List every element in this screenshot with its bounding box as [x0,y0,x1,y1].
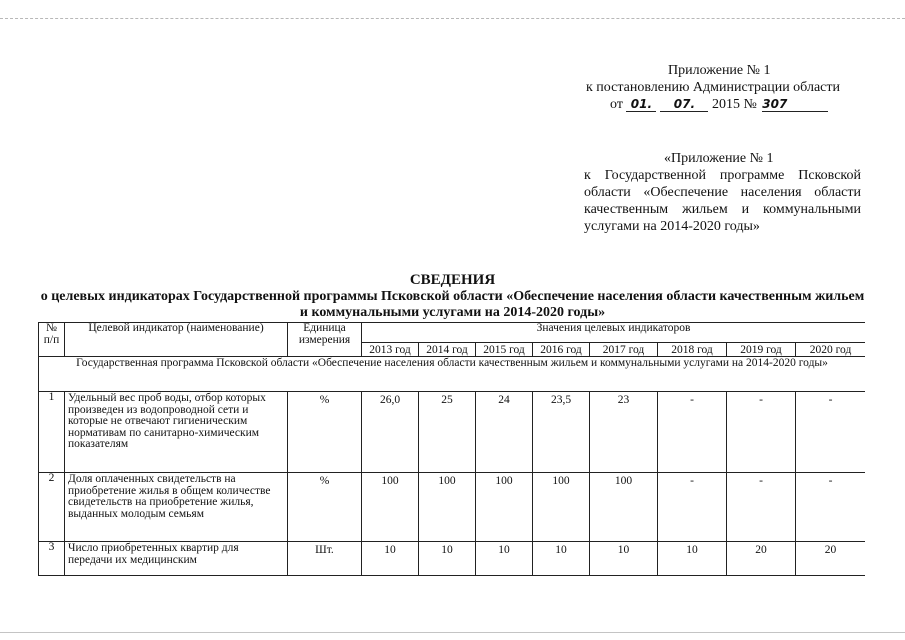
row-value: - [796,392,866,473]
row-value: 10 [590,542,658,576]
table-row [39,473,866,542]
row-value: 100 [419,473,476,542]
indicators-table [38,322,865,576]
date-day-field: 01. [626,97,656,112]
header-year: 2019 год [727,343,796,357]
header-year: 2015 год [476,343,533,357]
row-value: 26,0 [362,392,419,473]
row-indicator: Число приобретенных квартир для передачи их медицинским [65,542,288,576]
program-reference [584,150,861,235]
appendix-header [586,62,858,113]
header-num: № п/п [39,323,65,357]
date-month-field: 07. [660,97,708,112]
header-year: 2014 год [419,343,476,357]
document-subtitle: о целевых индикаторах Государственной программы Псковской области «Обеспечение населения области качественным жильем и коммунальными услугами на 2014-2020 годы» [40,289,865,320]
row-unit: Шт. [288,542,362,576]
row-num: 3 [39,542,65,576]
row-value: - [727,392,796,473]
table-row [39,392,866,473]
reference-title: «Приложение № 1 [664,151,774,166]
row-unit: % [288,392,362,473]
row-value: 10 [476,542,533,576]
header-year: 2013 год [362,343,419,357]
row-value: - [658,392,727,473]
table-row [39,542,866,576]
scan-edge-bottom [0,632,905,633]
row-value: 23,5 [533,392,590,473]
row-value: 23 [590,392,658,473]
row-value: 20 [796,542,866,576]
row-value: 100 [590,473,658,542]
row-unit: % [288,473,362,542]
header-values: Значения целевых индикаторов [362,323,866,343]
row-indicator: Удельный вес проб воды, отбор которых произведен из водопроводной сети и которые не отвечают гигиеническим нормативам по санитарно-химическим показателям [65,392,288,473]
row-value: 25 [419,392,476,473]
reference-body: к Государственной программе Псковской области «Обеспечение населения области качественным жильем и коммунальными услугами на 2014-2020 годы» [584,168,861,234]
row-value: 20 [727,542,796,576]
header-year: 2016 год [533,343,590,357]
row-value: - [658,473,727,542]
header-indicator: Целевой индикатор (наименование) [65,323,288,357]
appendix-title: Приложение № 1 [668,63,771,78]
row-value: 10 [533,542,590,576]
indicators-table-wrapper [38,322,865,578]
row-value: 10 [362,542,419,576]
program-row [39,357,866,392]
row-num: 1 [39,392,65,473]
row-value: 100 [533,473,590,542]
row-value: 10 [419,542,476,576]
year-number-label: 2015 № [711,97,757,112]
row-value: - [796,473,866,542]
appendix-date-line [586,96,858,113]
row-value: 100 [476,473,533,542]
resolution-number-field: 307 [762,97,828,112]
header-year: 2017 год [590,343,658,357]
program-name-cell: Государственная программа Псковской области «Обеспечение населения области качественным жильем и коммунальными услугами на 2014-2020 годы» [39,357,866,392]
header-year: 2018 год [658,343,727,357]
scan-edge-top [0,18,905,19]
row-value: 100 [362,473,419,542]
from-label: от [610,97,623,112]
appendix-resolution: к постановлению Администрации области [586,80,840,95]
row-indicator: Доля оплаченных свидетельств на приобретение жилья в общем количестве свидетельств на приобретение жилья, выданных молодым семьям [65,473,288,542]
document-title: СВЕДЕНИЯ [409,272,496,288]
header-unit: Единица измерения [288,323,362,357]
row-num: 2 [39,473,65,542]
row-value: 24 [476,392,533,473]
table-header-row [39,323,866,343]
header-year: 2020 год [796,343,866,357]
row-value: 10 [658,542,727,576]
row-value: - [727,473,796,542]
